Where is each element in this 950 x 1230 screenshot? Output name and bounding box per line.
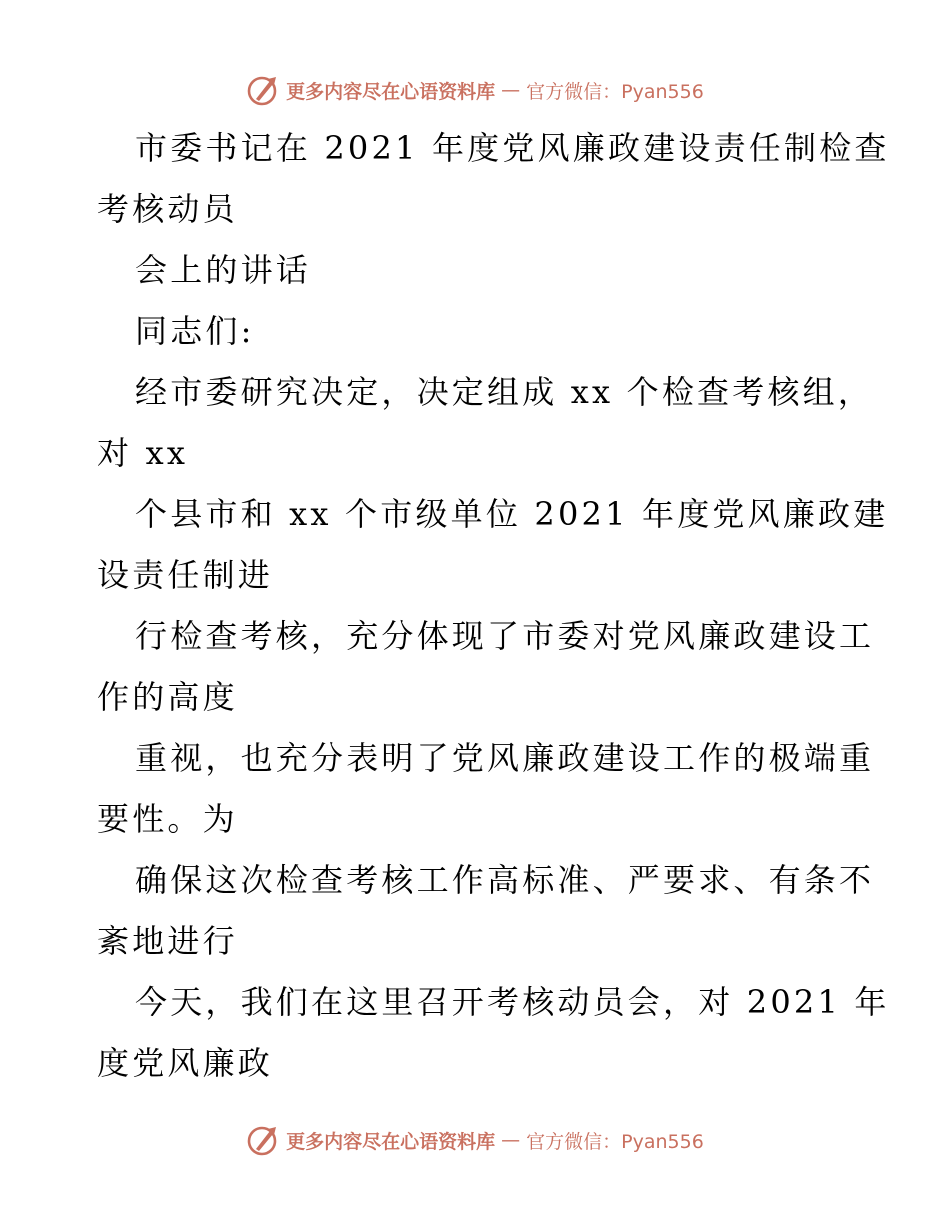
text-line: 重视，也充分表明了党风廉政建设工作的极端重 [135, 739, 875, 777]
watermark-separator: — [501, 1129, 521, 1151]
text-line: 度党风廉政 [97, 1044, 274, 1082]
text-line: 经市委研究决定，决定组成 xx 个检查考核组， [135, 373, 874, 411]
watermark-wechat: 官方微信：Pyan556 [526, 1130, 704, 1153]
watermark-wechat: 官方微信：Pyan556 [526, 80, 704, 103]
text-line: 考核动员 [97, 190, 238, 228]
text-line: 要性。为 [97, 800, 238, 838]
text-line: 会上的讲话 [135, 251, 312, 289]
watermark-separator: — [501, 79, 521, 101]
footer-watermark [0, 1120, 950, 1160]
text-line: 同志们: [135, 312, 255, 350]
quill-logo-icon [246, 1123, 280, 1157]
text-line: 设责任制进 [97, 556, 274, 594]
text-line: 紊地进行 [97, 922, 238, 960]
header-watermark [0, 70, 950, 110]
watermark-text: 更多内容尽在心语资料库 [286, 80, 496, 103]
text-line: 对 xx [97, 434, 189, 472]
text-line: 个县市和 xx 个市级单位 2021 年度党风廉政建 [135, 495, 889, 533]
quill-logo-icon [246, 73, 280, 107]
text-line: 行检查考核，充分体现了市委对党风廉政建设工 [135, 617, 875, 655]
document-body [97, 118, 890, 1094]
text-line: 市委书记在 2021 年度党风廉政建设责任制检查 [135, 129, 890, 167]
text-line: 今天，我们在这里召开考核动员会，对 2021 年 [135, 983, 890, 1021]
text-line: 作的高度 [97, 678, 238, 716]
text-line: 确保这次检查考核工作高标准、严要求、有条不 [135, 861, 875, 899]
watermark-text: 更多内容尽在心语资料库 [286, 1130, 496, 1153]
